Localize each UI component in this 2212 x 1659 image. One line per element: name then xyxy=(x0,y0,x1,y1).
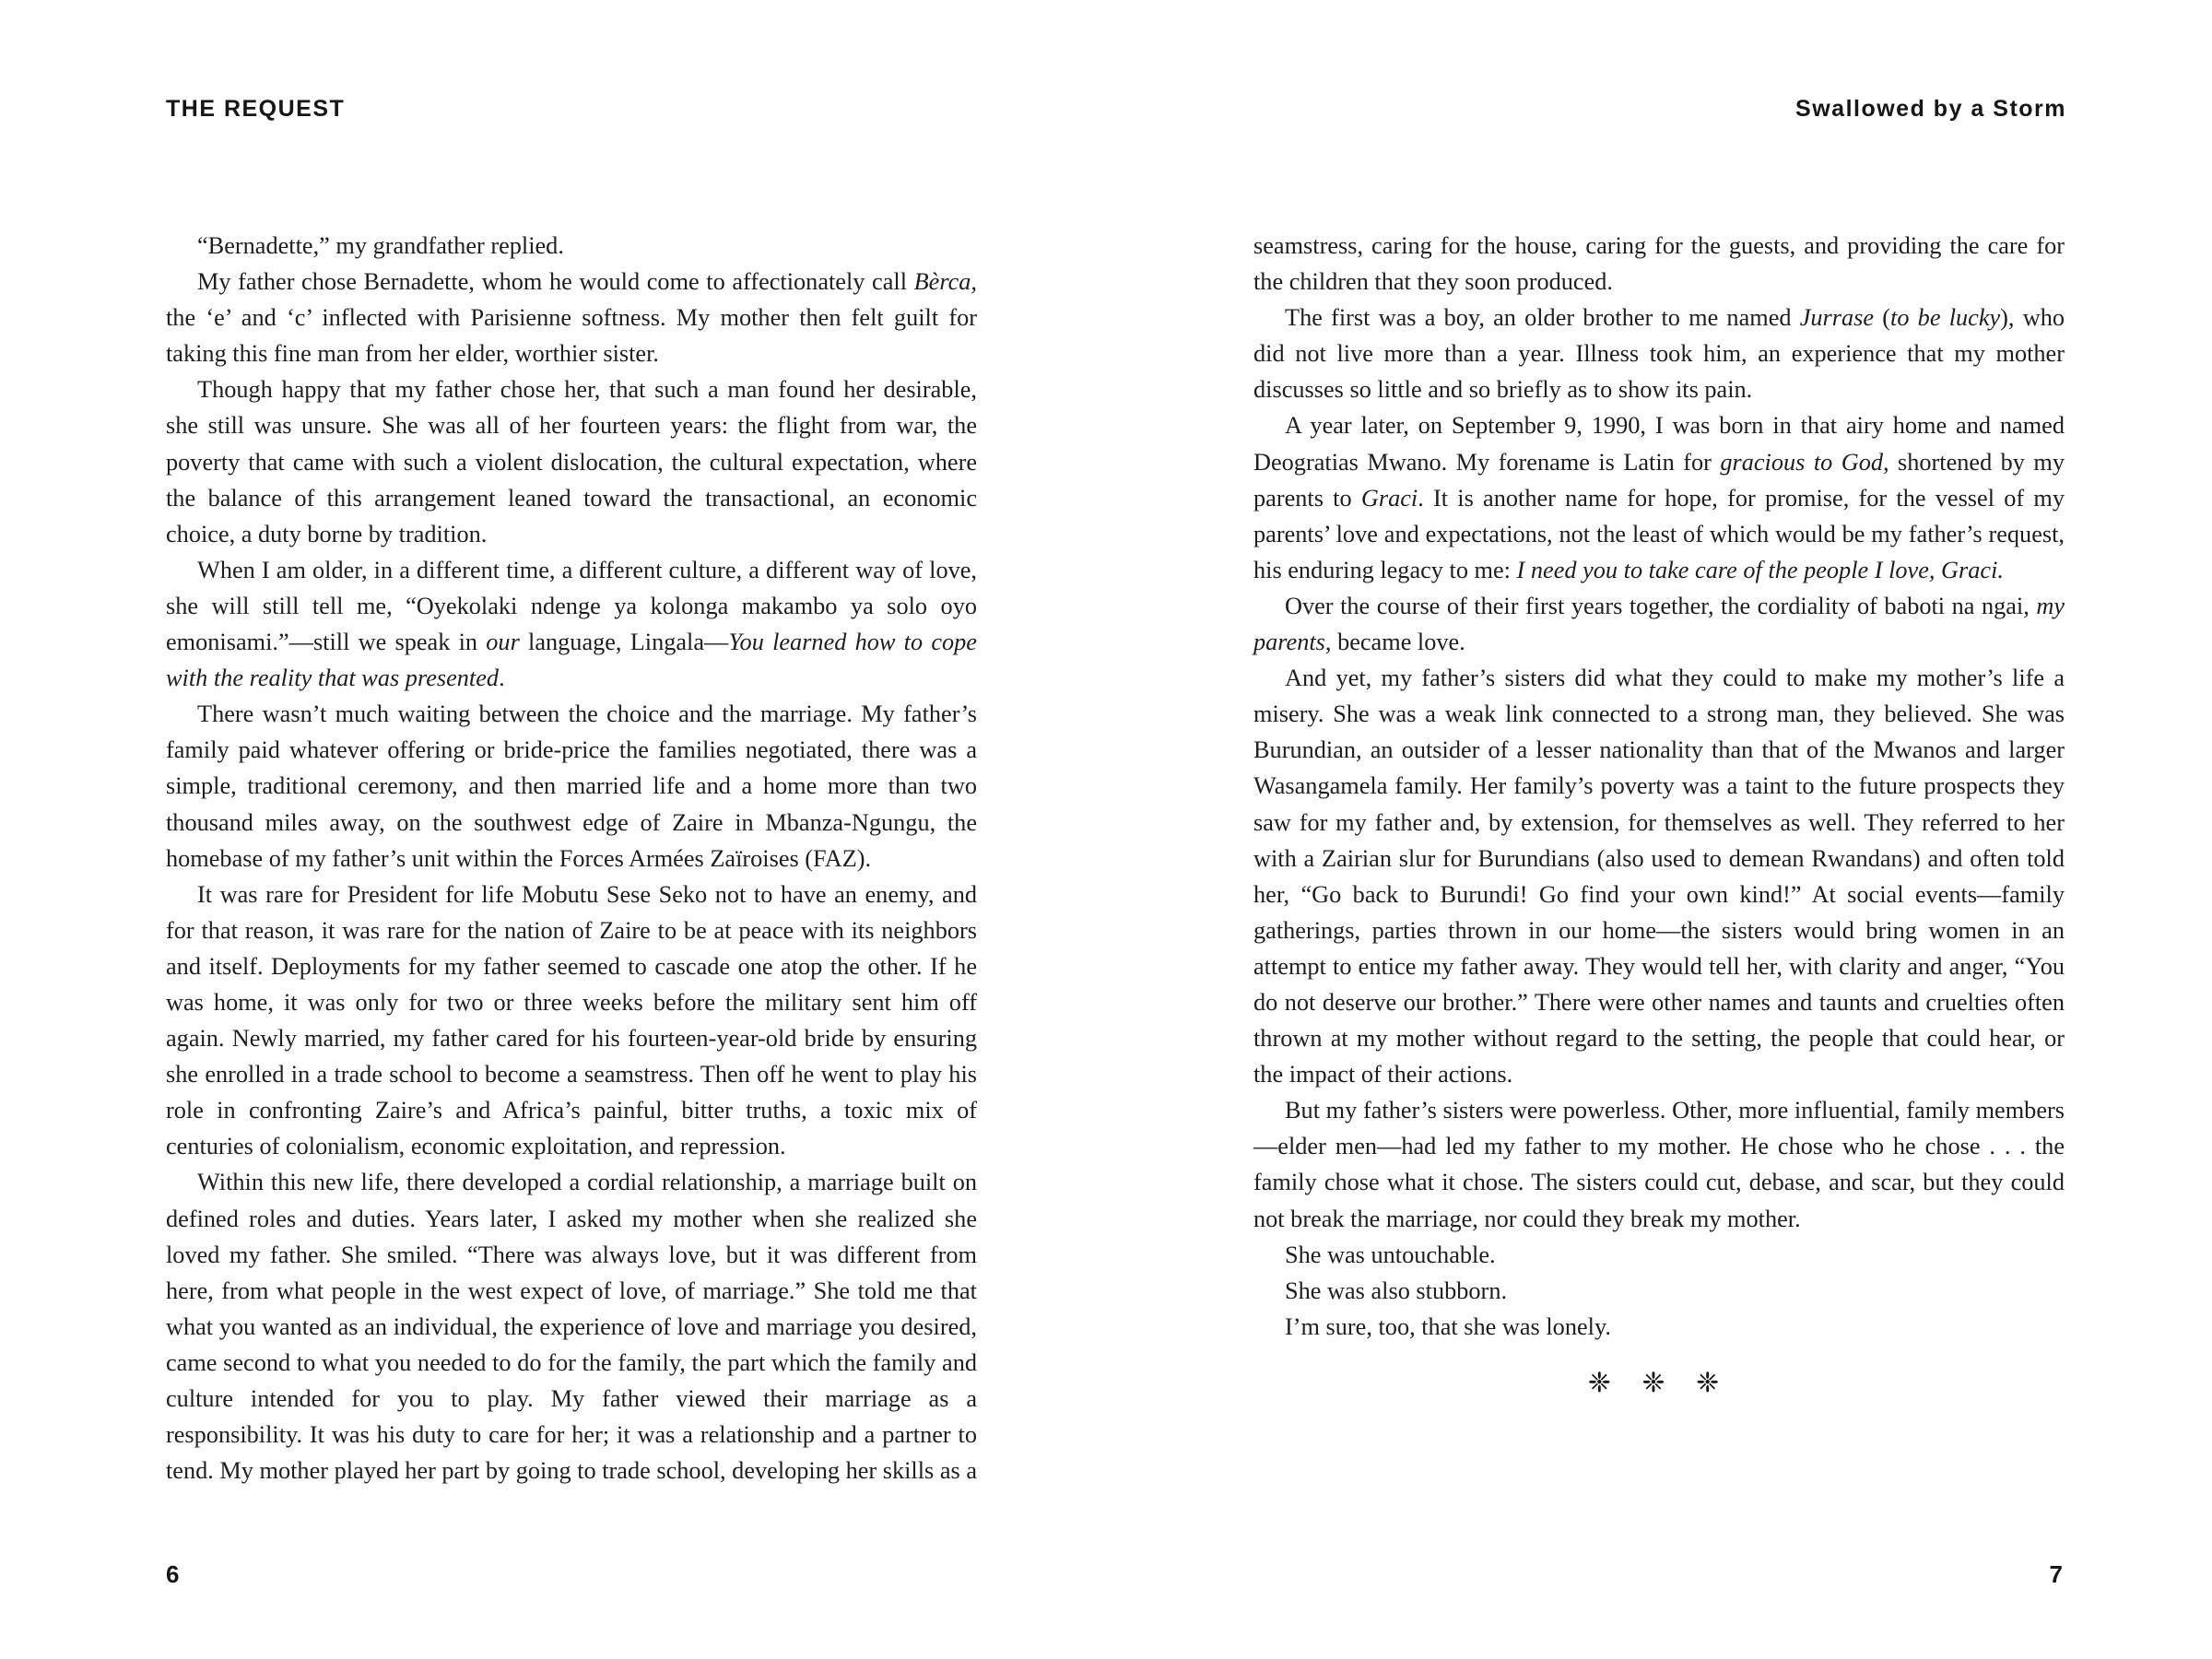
paragraph: It was rare for President for life Mobutu Sese Seko not to have an enemy, and for that reason, it was rare for the nation of Zaire to be at peace with its neighbors and itself. Deployments for my father seemed to cascade one atop the other. If he was home, it was only for two or three weeks before the military sent him off again. Newly married, my father cared for his fourteen-year-old bride by ensuring she enrolled in a trade school to become a seamstress. Then off he went to play his role in confronting Zaire’s and Africa’s painful, bitter truths, a toxic mix of centuries of colonialism, economic exploitation, and repression. xyxy=(166,880,977,1160)
paragraph: I’m sure, too, that she was lonely. xyxy=(1285,1312,1611,1340)
page-number-right: 7 xyxy=(2049,1560,2063,1588)
right-body-text xyxy=(1253,228,2065,1401)
paragraph: She was untouchable. xyxy=(1285,1241,1496,1268)
page-number-left: 6 xyxy=(166,1560,180,1588)
paragraph: Over the course of their first years together, the cordiality of baboti na ngai, my parents, became love. xyxy=(1253,592,2065,656)
section-break-ornament: ❈ ❈ ❈ xyxy=(1587,1366,1731,1399)
paragraph: The first was a boy, an older brother to me named Jurrase (to be lucky), who did not live more than a year. Illness took him, an experience that my mother discusses so little and so briefly as to show its pain. xyxy=(1253,304,2065,404)
paragraph: She was also stubborn. xyxy=(1285,1277,1508,1304)
paragraph: When I am older, in a different time, a different culture, a different way of love, she will still tell me, “Oyekolaki ndenge ya kolonga makambo ya solo oyo emonisami.”—still we speak in our language, Lingala—You learned how to cope with the reality that was presented. xyxy=(166,556,977,692)
left-body-text xyxy=(166,228,977,1488)
paragraph: “Bernadette,” my grandfather replied. xyxy=(197,232,564,259)
paragraph: Within this new life, there developed a cordial relationship, a marriage built on defined roles and duties. Years later, I asked my mother when she realized she loved my father. She smiled. “There was always love, but it was different from here, from what people in the west expect of love, of marriage.” She told me that what you wanted as an individual, the experience of love and marriage you desired, came second to what you needed to do for the family, the part which the family and culture intended for you to play. My father viewed their marriage as a responsibility. It was his duty to care for her; it was a relationship and a partner to tend. My mother played her part by going to trade school, developing her skills as a xyxy=(166,1169,978,1485)
paragraph: But my father’s sisters were powerless. Other, more influential, family members—elder men—had led my father to my mother. He chose who he chose . . . the family chose what it chose. The sisters could cut, debase, and scar, but they could not break the marriage, nor could they break my mother. xyxy=(1253,1097,2065,1232)
paragraph: And yet, my father’s sisters did what they could to make my mother’s life a misery. She was a weak link connected to a strong man, they believed. She was Burundian, an outsider of a lesser nationality than that of the Mwanos and larger Wasangamela family. Her family’s poverty was a taint to the future prospects they saw for my father and, by extension, for themselves as well. They referred to her with a Zairian slur for Burundians (also used to demean Rwandans) and often told her, “Go back to Burundi! Go find your own kind!” At social events—family gatherings, parties thrown in our home—the sisters would bring women in an attempt to entice my father away. They would tell her, with clarity and anger, “You do not deserve our brother.” There were other names and taunts and cruelties often thrown at my mother without regard to the setting, the people that could hear, or the impact of their actions. xyxy=(1253,665,2065,1088)
paragraph: A year later, on September 9, 1990, I was born in that airy home and named Deogratias Mwano. My forename is Latin for gracious to God, shortened by my parents to Graci. It is another name for hope, for promise, for the vessel of my parents’ love and expectations, not the least of which would be my father’s request, his enduring legacy to me: I need you to take care of the people I love, Graci. xyxy=(1253,412,2065,583)
running-head-right: Swallowed by a Storm xyxy=(1795,96,2066,122)
paragraph: Though happy that my father chose her, that such a man found her desirable, she still was unsure. She was all of her fourteen years: the flight from war, the poverty that came with such a violent dislocation, the cultural expectation, where the balance of this arrangement leaned toward the transactional, an economic choice, a duty borne by tradition. xyxy=(166,376,977,547)
right-page xyxy=(1106,0,2212,1659)
paragraph: seamstress, caring for the house, caring for the guests, and providing the care for the children that they soon produced. xyxy=(1253,232,2065,296)
paragraph: There wasn’t much waiting between the choice and the marriage. My father’s family paid whatever offering or bride-price the families negotiated, there was a simple, traditional ceremony, and then married life and a home more than two thousand miles away, on the southwest edge of Zaire in Mbanza-Ngungu, the homebase of my father’s unit within the Forces Armées Zaïroises (FAZ). xyxy=(166,700,977,872)
running-head-left: THE REQUEST xyxy=(166,96,346,122)
paragraph: My father chose Bernadette, whom he would come to affectionately call Bèrca, the ‘e’ and ‘c’ inflected with Parisienne softness. My mother then felt guilt for taking this fine man from her elder, worthier sister. xyxy=(166,268,977,368)
